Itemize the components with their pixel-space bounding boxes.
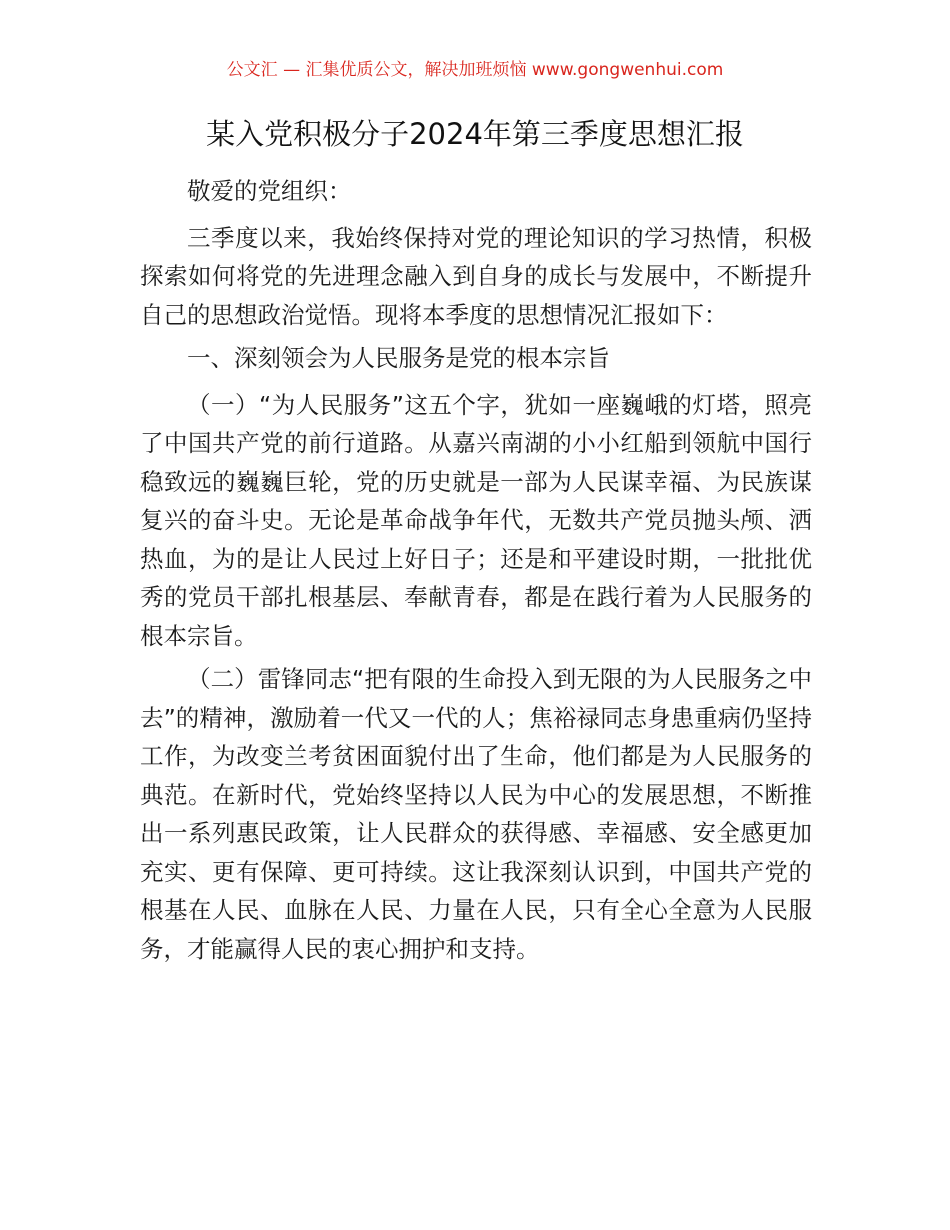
section-paragraph: （一）“为人民服务”这五个字，犹如一座巍峨的灯塔，照亮了中国共产党的前行道路。从嘉兴南湖的小小红船到领航中国行稳致远的巍巍巨轮，党的历史就是一部为人民谋幸福、为民族谋复兴的奋斗史。无论是革命战争年代，无数共产党员抛头颅、洒热血，为的是让人民过上好日子；还是和平建设时期，一批批优秀的党员干部扎根基层、奉献青春，都是在践行着为人民服务的根本宗旨。: [140, 390, 812, 650]
section-paragraph: （二）雷锋同志“把有限的生命投入到无限的为人民服务之中去”的精神，激励着一代又一代的人；焦裕禄同志身患重病仍坚持工作，为改变兰考贫困面貌付出了生命，他们都是为人民服务的典范。在新时代，党始终坚持以人民为中心的发展思想，不断推出一系列惠民政策，让人民群众的获得感、幸福感、安全感更加充实、更有保障、更可持续。这让我深刻认识到，中国共产党的根基在人民、血脉在人民、力量在人民，只有全心全意为人民服务，才能赢得人民的衷心拥护和支持。: [140, 665, 812, 963]
intro-paragraph: 三季度以来，我始终保持对党的理论知识的学习热情，积极探索如何将党的先进理念融入到自身的成长与发展中，不断提升自己的思想政治觉悟。现将本季度的思想情况汇报如下：: [140, 223, 812, 329]
site-banner: 公文汇 — 汇集优质公文，解决加班烦恼 www.gongwenhui.com: [226, 60, 724, 80]
salutation: 敬爱的党组织：: [187, 177, 352, 205]
section-heading: 一、深刻领会为人民服务是党的根本宗旨: [187, 344, 610, 372]
document-title: 某入党积极分子2024年第三季度思想汇报: [206, 117, 744, 151]
document-body: [140, 172, 812, 973]
